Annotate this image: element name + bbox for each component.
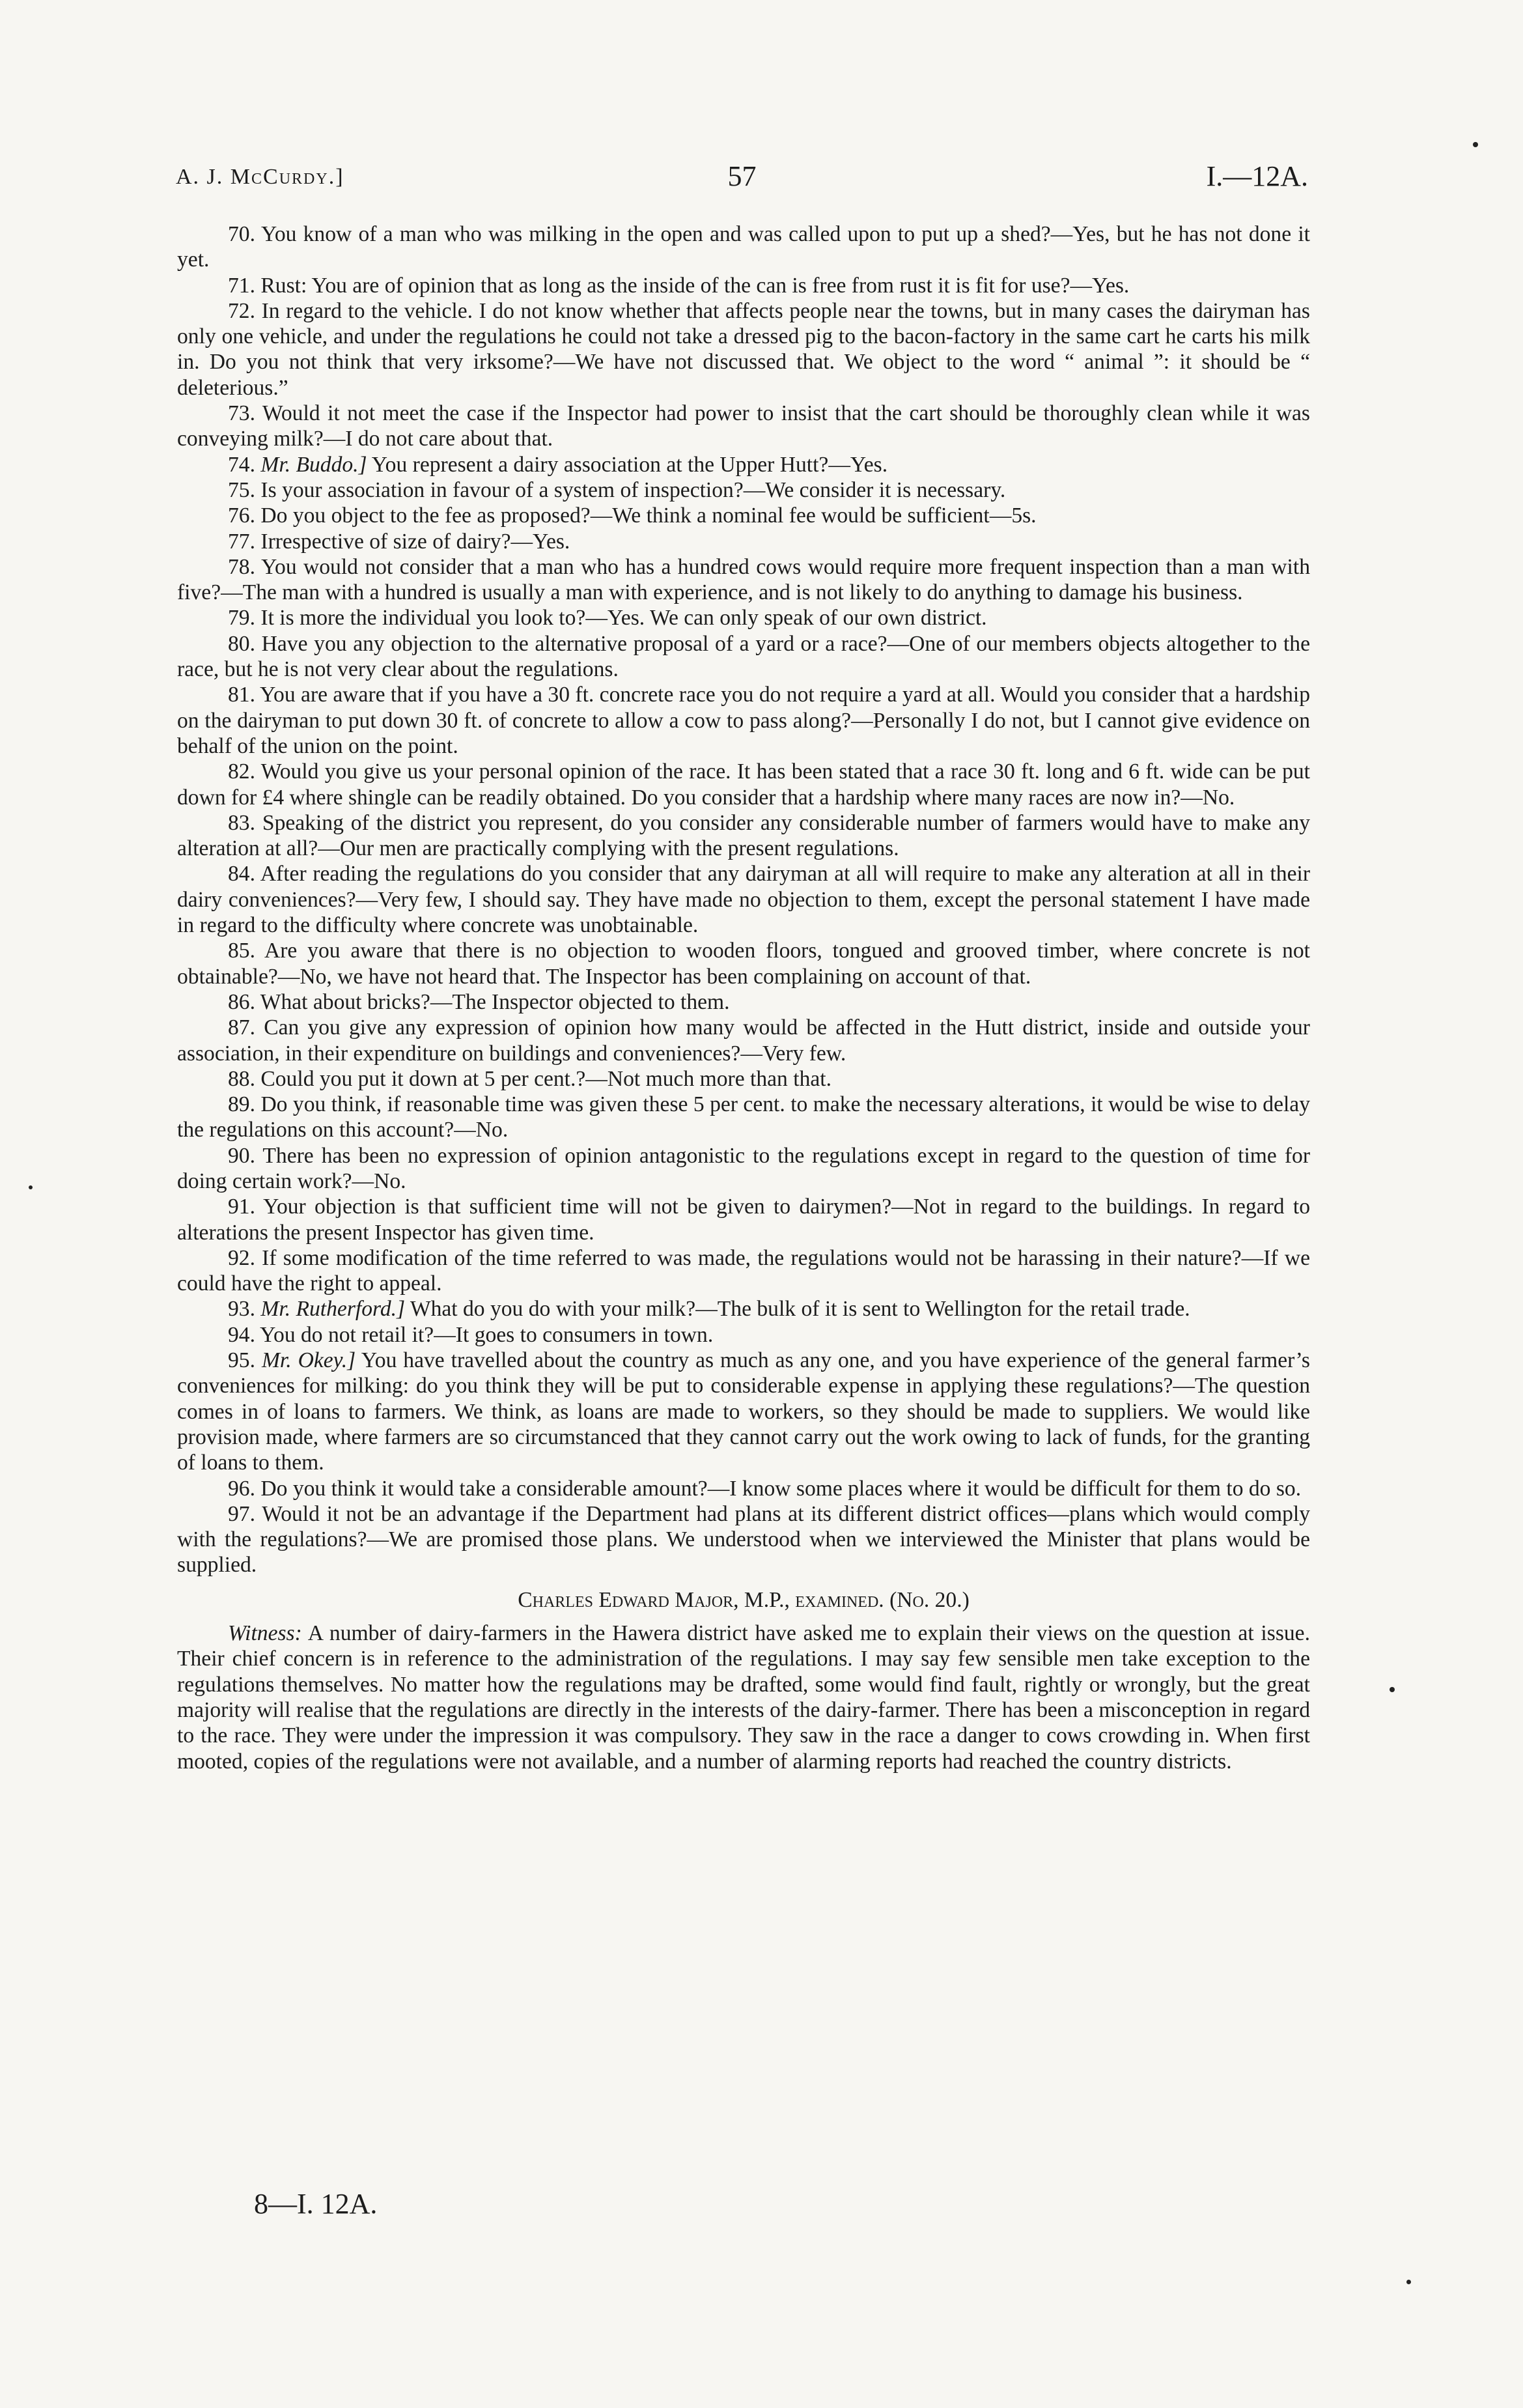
question-text: Are you aware that there is no objection to wooden floors, tongued and grooved timber, where concrete is not obtainable?—No, we have not heard that. The Inspector has been complaining on account of that. — [177, 939, 1310, 989]
witness-statement — [177, 1621, 1310, 1774]
question-answer-item — [177, 1092, 1310, 1143]
question-text: You have travelled about the country as much as any one, and you have experience of the general farmer’s conveniences for milking: do you think they will be put to considerable expense in applying these regulations?—The question comes in of loans to farmers. We think, as loans are made to workers, so they should be made to suppliers. We would like provision made, where farmers are so circumstanced that they cannot carry out the work owing to lack of funds, for the granting of loans to them. — [177, 1348, 1310, 1475]
page-number: 57 — [727, 160, 757, 192]
question-answer-item — [177, 605, 1310, 630]
question-text: You know of a man who was milking in the open and was called upon to put up a shed?—Yes, but he has not done it yet. — [177, 222, 1310, 272]
question-number: 88. — [228, 1066, 255, 1091]
question-number: 74. — [228, 452, 255, 477]
question-answer-item — [177, 810, 1310, 862]
question-text: Irrespective of size of dairy?—Yes. — [260, 529, 570, 554]
question-text: Your objection is that sufficient time will not be given to dairymen?—Not in regard to the buildings. In regard to alterations the present Inspector has given time. — [177, 1195, 1310, 1245]
questioner-name: Mr. Buddo.] — [260, 452, 367, 477]
question-number: 86. — [228, 989, 255, 1014]
witness-statement-text: A number of dairy-farmers in the Hawera district have asked me to explain their views on the question at issue. Their chief concern is in reference to the administration of the regulations. I may say few sensible men take exception to the regulations themselves. No matter how the regulations may be drafted, some would find fault, rightly or wrongly, but the great majority will realise that the regulations are directly in the interests of the dairy-farmer. There has been a misconception in regard to the race. They were under the impression it was compulsory. They saw in the race a danger to cows crowding in. When first mooted, copies of the regulations were not available, and a number of alarming reports had reached the country districts. — [177, 1621, 1310, 1774]
speck-mark — [29, 1185, 33, 1189]
question-answer-item — [177, 1143, 1310, 1195]
question-answer-item — [177, 401, 1310, 452]
speck-mark — [1390, 1687, 1395, 1692]
question-number: 81. — [228, 683, 255, 707]
question-text: You are aware that if you have a 30 ft. concrete race you do not require a yard at all. Would you consider that a hardship on the dairyman to put down 30 ft. of concrete to allow a cow to pass along?—Personally I do not, but I cannot give evidence on behalf of the union on the point. — [177, 683, 1310, 758]
signature-mark: 8—I. 12A. — [254, 2188, 378, 2220]
question-number: 82. — [228, 759, 255, 784]
question-answer-item — [177, 1501, 1310, 1578]
page-header — [176, 160, 1308, 199]
questioner-name: Mr. Okey.] — [261, 1348, 356, 1373]
question-number: 78. — [228, 554, 255, 579]
page-body — [177, 221, 1310, 1774]
question-text: Would it not meet the case if the Inspector had power to insist that the cart should be thoroughly clean while it was conveying milk?—I do not care about that. — [177, 401, 1310, 451]
question-text: What about bricks?—The Inspector objected to them. — [260, 989, 730, 1014]
question-answer-item — [177, 1245, 1310, 1297]
question-number: 75. — [228, 477, 255, 502]
question-answer-item — [177, 1476, 1310, 1501]
question-answer-item — [177, 759, 1310, 810]
question-number: 90. — [228, 1143, 255, 1168]
question-text: Would it not be an advantage if the Department had plans at its different district offices—plans which would comply with the regulations?—We are promised those plans. We understood when we interviewed the Minister that plans would be supplied. — [177, 1501, 1310, 1578]
question-text: What do you do with your milk?—The bulk of it is sent to Wellington for the retail trade. — [410, 1297, 1190, 1322]
question-answer-item — [177, 298, 1310, 401]
question-answer-item — [177, 1066, 1310, 1092]
question-answer-item — [177, 503, 1310, 528]
question-answer-item — [177, 554, 1310, 606]
question-number: 94. — [228, 1322, 255, 1347]
question-text: Have you any objection to the alternative proposal of a yard or a race?—One of our members objects altogether to the race, but he is not very clear about the regulations. — [177, 631, 1310, 682]
question-number: 79. — [228, 606, 255, 630]
question-answer-item — [177, 273, 1310, 298]
question-number: 87. — [228, 1015, 255, 1040]
question-answer-item — [177, 1296, 1310, 1322]
question-number: 85. — [228, 939, 255, 963]
question-text: There has been no expression of opinion antagonistic to the regulations except in regard to the question of time for doing certain work?—No. — [177, 1143, 1310, 1193]
question-answer-list — [177, 221, 1310, 1578]
question-answer-item — [177, 1015, 1310, 1066]
question-answer-item — [177, 938, 1310, 989]
question-number: 91. — [228, 1195, 255, 1219]
question-answer-item — [177, 221, 1310, 273]
question-text: Rust: You are of opinion that as long as the inside of the can is free from rust it is fit for use?—Yes. — [260, 273, 1130, 298]
question-answer-item — [177, 1194, 1310, 1245]
question-number: 77. — [228, 529, 255, 554]
question-text: If some modification of the time referred to was made, the regulations would not be harassing in their nature?—If we could have the right to appeal. — [177, 1245, 1310, 1296]
question-answer-item — [177, 1322, 1310, 1348]
question-number: 71. — [228, 273, 255, 298]
question-answer-item — [177, 631, 1310, 683]
question-answer-item — [177, 682, 1310, 759]
question-number: 97. — [228, 1501, 255, 1526]
question-text: You would not consider that a man who has a hundred cows would require more frequent inspection than a man with five?—The man with a hundred is usually a man with experience, and is not likely to do anything to damage his business. — [177, 554, 1310, 605]
question-number: 83. — [228, 810, 255, 835]
question-number: 80. — [228, 631, 255, 656]
question-number: 72. — [228, 298, 255, 323]
question-text: Can you give any expression of opinion how many would be affected in the Hutt district, inside and outside your association, in their expenditure on buildings and conveniences?—Very few. — [177, 1015, 1310, 1066]
witness-heading: Charles Edward Major, M.P., examined. (No. 20.) — [518, 1587, 970, 1612]
question-number: 96. — [228, 1476, 255, 1501]
question-number: 95. — [228, 1348, 255, 1373]
question-text: You represent a dairy association at the Upper Hutt?—Yes. — [371, 452, 888, 477]
question-answer-item — [177, 1348, 1310, 1475]
question-number: 89. — [228, 1092, 255, 1117]
question-text: It is more the individual you look to?—Yes. We can only speak of our own district. — [260, 606, 987, 630]
paper-reference: I.—12A. — [1206, 160, 1308, 192]
question-text: You do not retail it?—It goes to consumers in town. — [260, 1322, 714, 1347]
question-number: 73. — [228, 401, 255, 426]
question-text: Do you object to the fee as proposed?—We think a nominal fee would be sufficient—5s. — [260, 503, 1037, 528]
header-witness-name: A. J. McCurdy.] — [176, 165, 344, 189]
question-number: 76. — [228, 503, 255, 528]
question-text: Is your association in favour of a system of inspection?—We consider it is necessary. — [260, 477, 1006, 502]
question-text: Could you put it down at 5 per cent.?—Not much more than that. — [260, 1066, 831, 1091]
question-text: Would you give us your personal opinion of the race. It has been stated that a race 30 ft. long and 6 ft. wide can be put down for £4 where shingle can be readily obtained. Do you consider that a hardship where many races are now in?—No. — [177, 759, 1310, 810]
question-number: 84. — [228, 862, 255, 886]
question-answer-item — [177, 989, 1310, 1015]
question-answer-item — [177, 861, 1310, 938]
question-answer-item — [177, 529, 1310, 554]
question-text: Speaking of the district you represent, do you consider any considerable number of farmers would have to make any alteration at all?—Our men are practically complying with the present regulations. — [177, 810, 1310, 861]
speck-mark — [1406, 2280, 1411, 2284]
question-answer-item — [177, 452, 1310, 477]
question-text: Do you think it would take a considerable amount?—I know some places where it would be difficult for them to do so. — [260, 1476, 1302, 1501]
question-text: After reading the regulations do you consider that any dairyman at all will require to make any alteration at all in their dairy conveniences?—Very few, I should say. They have made no objection to them, except the personal statement I have made in regard to the difficulty where concrete was unobtainable. — [177, 862, 1310, 938]
speck-mark — [1473, 142, 1478, 147]
question-text: In regard to the vehicle. I do not know whether that affects people near the towns, but in many cases the dairyman has only one vehicle, and under the regulations he could not take a dressed pig to the bacon-factory in the same cart he carts his milk in. Do you not think that very irksome?—We have not discussed that. We object to the word “ animal ”: it should be “ deleterious.” — [177, 298, 1310, 400]
question-text: Do you think, if reasonable time was given these 5 per cent. to make the necessary alterations, it would be wise to delay the regulations on this account?—No. — [177, 1092, 1310, 1142]
questioner-name: Mr. Rutherford.] — [260, 1297, 406, 1322]
question-number: 93. — [228, 1297, 255, 1322]
witness-label: Witness: — [228, 1621, 302, 1646]
question-answer-item — [177, 477, 1310, 503]
question-number: 92. — [228, 1245, 255, 1270]
question-number: 70. — [228, 222, 255, 246]
